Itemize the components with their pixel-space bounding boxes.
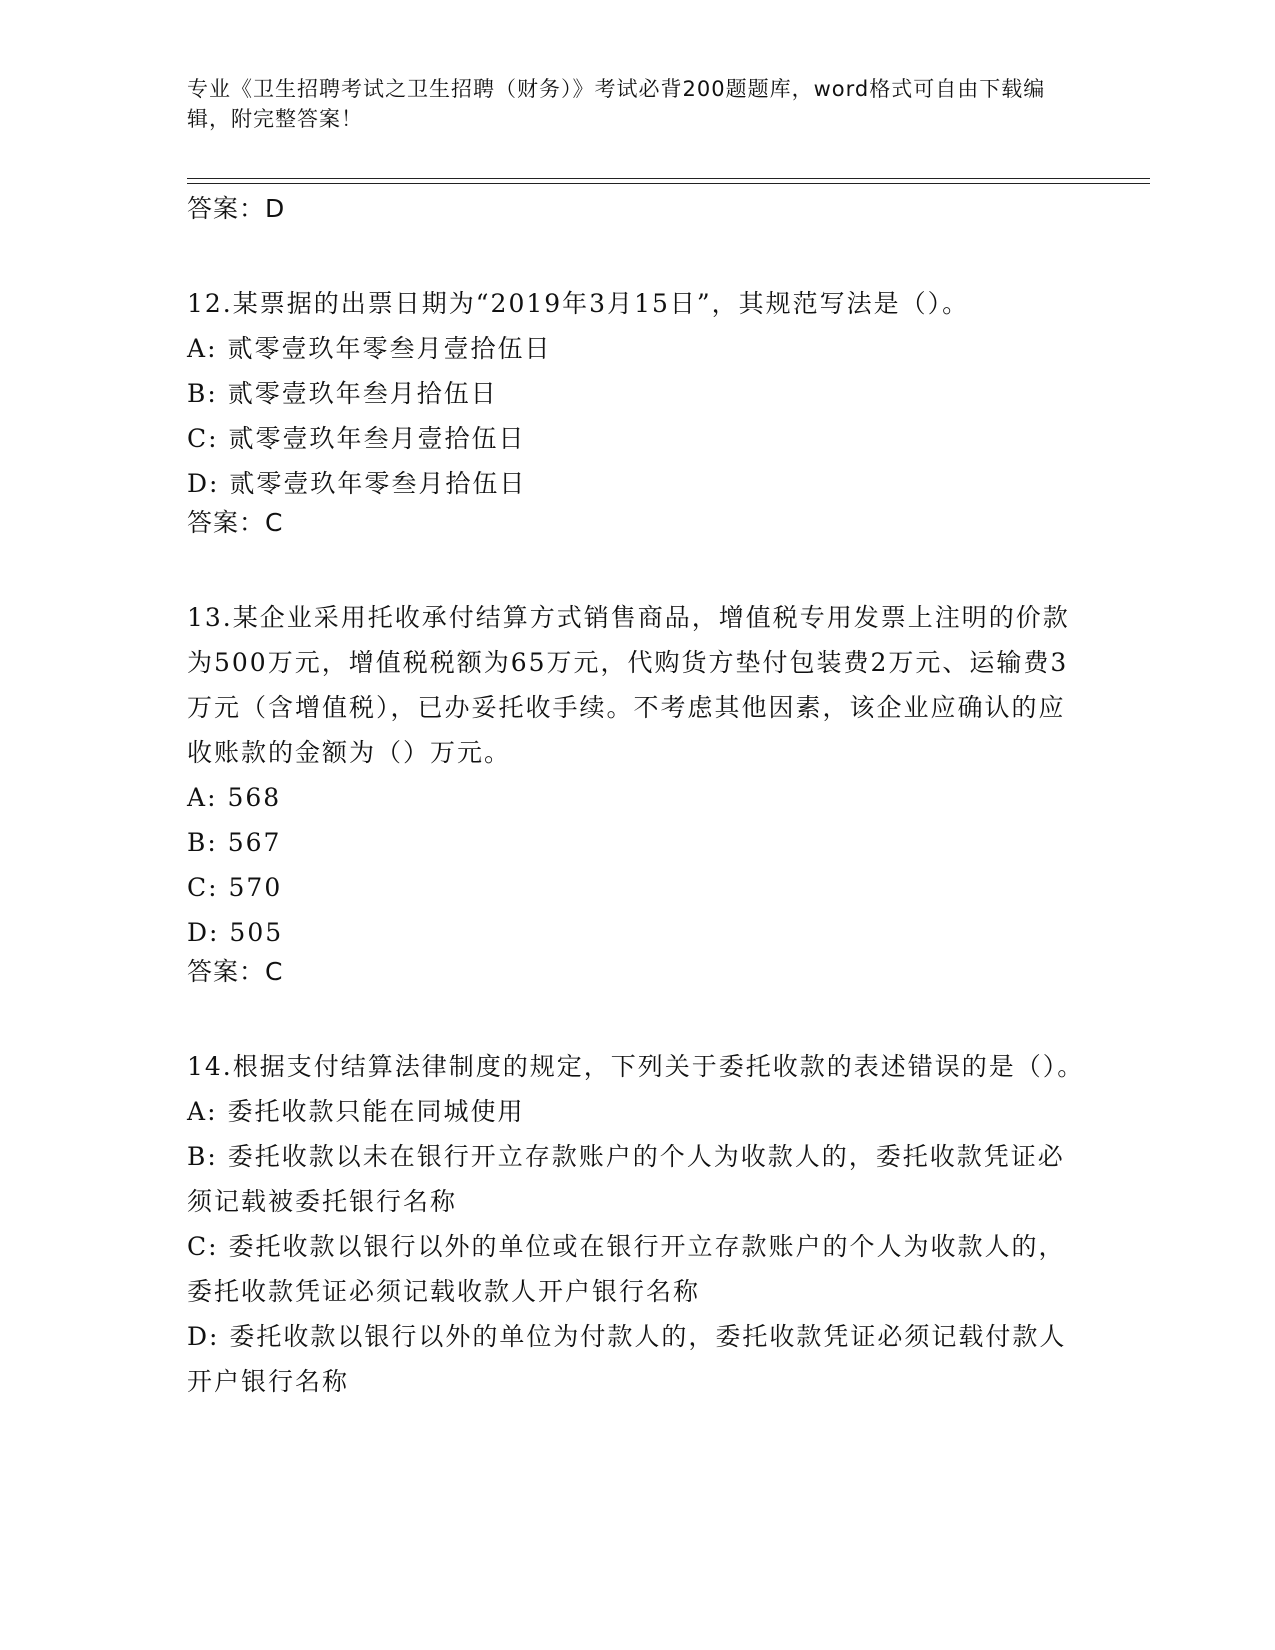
option-text: 贰零壹玖年叁月拾伍日	[227, 379, 498, 408]
answer-q11: 答案：D	[187, 194, 286, 223]
option-key: A	[187, 783, 208, 812]
option-text: 567	[227, 828, 282, 857]
option-key: B	[187, 828, 208, 857]
question-title: 14.根据支付结算法律制度的规定，下列关于委托收款的表述错误的是（）。	[187, 1052, 1085, 1081]
option-text: 568	[227, 783, 282, 812]
answer-q12: 答案：C	[187, 508, 284, 537]
option-c: C: 委托收款以银行以外的单位或在银行开立存款账户的个人为收款人的，委托收款凭证必须记载收款人开户银行名称	[187, 1232, 1066, 1306]
option-a: A: 贰零壹玖年零叁月壹拾伍日	[187, 334, 552, 363]
answer-q13: 答案：C	[187, 957, 284, 986]
option-key: C	[187, 424, 209, 453]
option-b: B: 委托收款以未在银行开立存款账户的个人为收款人的，委托收款凭证必须记载被委托银行名称	[187, 1142, 1065, 1216]
option-text: 委托收款以银行以外的单位为付款人的，委托收款凭证必须记载付款人开户银行名称	[187, 1322, 1067, 1396]
document-body	[187, 192, 1087, 1404]
option-d: D: 贰零壹玖年零叁月拾伍日	[187, 469, 527, 498]
option-key: A	[187, 1097, 208, 1126]
option-text: 委托收款以未在银行开立存款账户的个人为收款人的，委托收款凭证必须记载被委托银行名称	[187, 1142, 1065, 1216]
option-key: C	[187, 1232, 209, 1261]
option-b: B: 贰零壹玖年叁月拾伍日	[187, 379, 498, 408]
header-rule-top	[187, 178, 1150, 179]
document-header: 专业《卫生招聘考试之卫生招聘（财务）》考试必背200题题库，word格式可自由下载编辑，附完整答案！	[187, 77, 1046, 131]
option-text: 贰零壹玖年零叁月壹拾伍日	[227, 334, 552, 363]
option-c: C: 贰零壹玖年叁月壹拾伍日	[187, 424, 526, 453]
option-key: D	[187, 918, 210, 947]
option-key: B	[187, 379, 208, 408]
option-d: D: 委托收款以银行以外的单位为付款人的，委托收款凭证必须记载付款人开户银行名称	[187, 1322, 1067, 1396]
header-rule-bottom	[187, 183, 1150, 184]
option-key: A	[187, 334, 208, 363]
option-a: A: 568	[187, 783, 282, 812]
option-key: C	[187, 873, 209, 902]
option-text: 委托收款只能在同城使用	[227, 1097, 525, 1126]
option-text: 贰零壹玖年零叁月拾伍日	[229, 469, 527, 498]
option-text: 505	[229, 918, 284, 947]
option-key: B	[187, 1142, 208, 1171]
option-b: B: 567	[187, 828, 282, 857]
question-12	[187, 281, 1087, 540]
option-text: 委托收款以银行以外的单位或在银行开立存款账户的个人为收款人的，委托收款凭证必须记载收款人开户银行名称	[187, 1232, 1066, 1306]
option-text: 570	[228, 873, 283, 902]
option-a: A: 委托收款只能在同城使用	[187, 1097, 525, 1126]
question-13	[187, 595, 1087, 989]
option-d: D: 505	[187, 918, 284, 947]
option-c: C: 570	[187, 873, 283, 902]
option-key: D	[187, 1322, 210, 1351]
question-14	[187, 1044, 1087, 1404]
question-title: 13.某企业采用托收承付结算方式销售商品，增值税专用发票上注明的价款为500万元，增值税税额为65万元，代购货方垫付包装费2万元、运输费3万元（含增值税），已办妥托收手续。不考虑其他因素，该企业应确认的应收账款的金额为（）万元。	[187, 603, 1070, 767]
option-text: 贰零壹玖年叁月壹拾伍日	[228, 424, 526, 453]
option-key: D	[187, 469, 210, 498]
question-title: 12.某票据的出票日期为“2019年3月15日”，其规范写法是（）。	[187, 289, 970, 318]
